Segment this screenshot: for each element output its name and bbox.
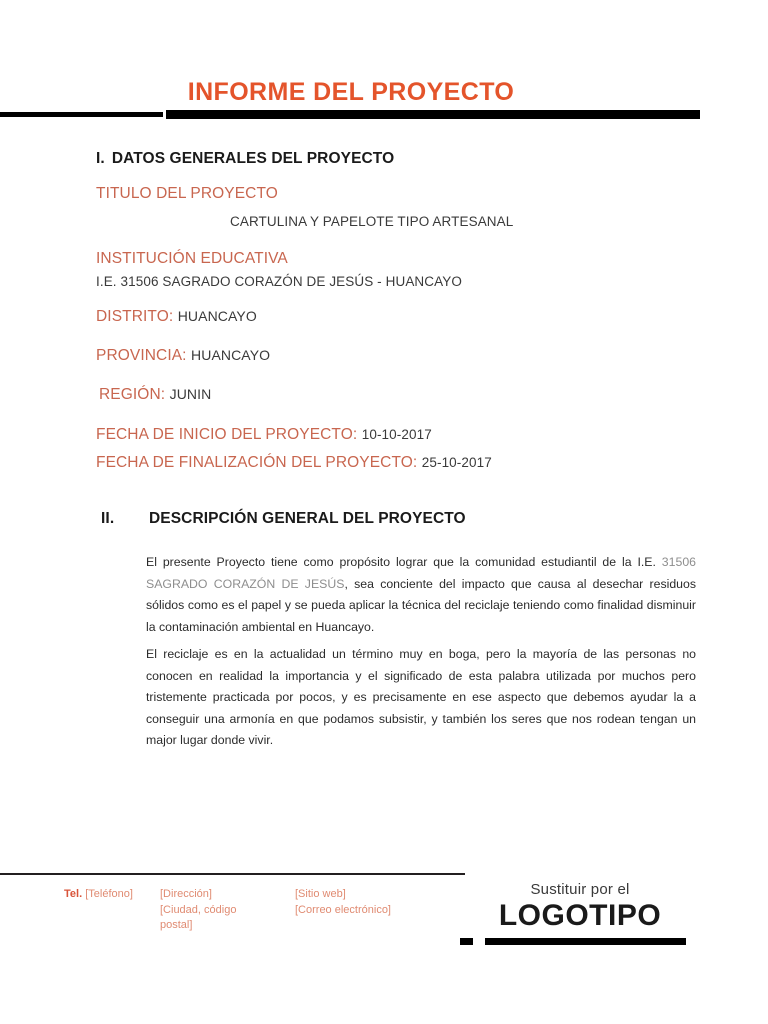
field-institucion-educativa	[96, 250, 288, 268]
footer-address	[160, 887, 270, 934]
footer-email[interactable]: [Correo electrónico]	[295, 903, 391, 916]
header-divider-left-segment	[0, 112, 163, 117]
paragraph-one-institution-name: 31506 SAGRADO CORAZÓN DE JESÚS	[146, 555, 696, 591]
paragraph-one-tail: , sea conciente del impacto que causa al desechar residuos sólidos como es el papel y se pueda aplicar la técnica del reciclaje teniendo como finalidad disminuir la contaminación ambiental en Huancayo.	[146, 576, 696, 634]
description-paragraph-one	[146, 552, 696, 638]
field-label: PROVINCIA:	[96, 347, 187, 364]
logo-subtitle: Sustituir por el	[530, 881, 630, 898]
field-label: TITULO DEL PROYECTO	[96, 185, 278, 202]
field-value: I.E. 31506 SAGRADO CORAZÓN DE JESÚS - HUANCAYO	[96, 274, 462, 289]
field-label: REGIÓN:	[99, 386, 166, 403]
document-title: INFORME DEL PROYECTO	[187, 78, 515, 106]
footer-address-line-one: [Dirección]	[160, 888, 212, 900]
footer-telephone-label: Tel.	[64, 888, 83, 900]
section-two-heading-text: DESCRIPCIÓN GENERAL DEL PROYECTO	[149, 510, 466, 527]
field-provincia	[96, 347, 270, 365]
field-value: CARTULINA Y PAPELOTE TIPO ARTESANAL	[230, 214, 514, 229]
field-value: 10-10-2017	[361, 427, 432, 442]
field-label: INSTITUCIÓN EDUCATIVA	[96, 250, 288, 267]
field-value: HUANCAYO	[191, 347, 271, 363]
field-label: FECHA DE INICIO DEL PROYECTO:	[96, 426, 358, 443]
section-one-heading-text: DATOS GENERALES DEL PROYECTO	[111, 150, 395, 167]
footer-address-line-two: [Ciudad, código postal]	[160, 903, 237, 931]
section-two-heading	[101, 510, 466, 528]
footer-telephone-placeholder: [Teléfono]	[85, 888, 133, 900]
section-two-number: II.	[101, 510, 115, 527]
logo-underline-dash	[460, 938, 473, 945]
footer-website[interactable]: [Sitio web]	[295, 888, 346, 900]
logo-placeholder	[460, 880, 700, 932]
field-fecha-finalizacion	[96, 454, 492, 472]
footer-telephone	[64, 887, 133, 903]
header-divider-right-segment	[166, 110, 700, 119]
description-paragraph-two: El reciclaje es en la actualidad un término muy en boga, pero la mayoría de las personas no conocen en realidad la importancia y el significado de esta palabra utilizada por muchos pero tristemente practicada por pocos, y es precisamente en ese aspecto que debemos ayudar la a conseguir una armonía en que podamos subsistir, y también los seres que nos rodean tengan un major lugar donde vivir.	[146, 647, 696, 748]
logo-underline	[460, 938, 686, 945]
footer-contact-block	[0, 887, 470, 947]
section-one-heading	[96, 150, 394, 168]
field-value: 25-10-2017	[421, 455, 492, 470]
field-titulo-del-proyecto-value	[230, 213, 513, 231]
field-fecha-inicio	[96, 426, 432, 444]
paragraph-one-lead: El presente Proyecto tiene como propósito lograr que la comunidad estudiantil de la I.E.	[146, 555, 662, 570]
field-titulo-del-proyecto	[96, 185, 278, 203]
field-label: DISTRITO:	[96, 308, 174, 325]
footer-web-contact	[295, 887, 445, 918]
footer-divider	[0, 873, 465, 875]
field-label: FECHA DE FINALIZACIÓN DEL PROYECTO:	[96, 454, 418, 471]
header-divider	[0, 110, 700, 119]
logo-underline-bar	[485, 938, 686, 945]
logo-wordmark: LOGOTIPO	[498, 899, 662, 932]
field-distrito	[96, 308, 257, 326]
field-value: HUANCAYO	[177, 308, 257, 324]
field-region	[99, 386, 211, 404]
section-one-number: I.	[96, 150, 105, 167]
field-value: JUNIN	[169, 386, 212, 402]
field-institucion-educativa-value	[96, 274, 462, 289]
